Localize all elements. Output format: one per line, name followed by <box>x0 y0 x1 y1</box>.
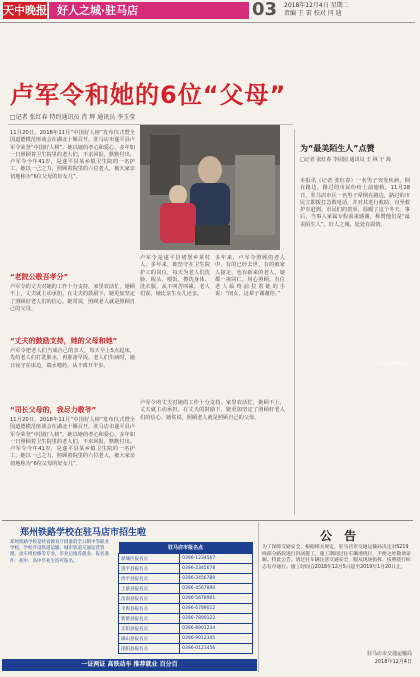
ad-table-row <box>119 614 253 624</box>
ad-body: 郑州铁路学校是经省教育厅批准的全日制中等职业学校，学校开设铁道运输、城市轨道交通运营管理、动车组检修等专业，毕业后推荐就业。报名条件：初中、高中毕业生均可报名。 <box>10 540 109 564</box>
subhead-3: “司长父母的，我尽力敬爷” <box>10 406 97 414</box>
ad-table-cell-name: 确山县报名点 <box>119 634 180 644</box>
ad-table-cell-phone: 0396-1234567 <box>180 554 253 564</box>
notice-sign: 驻马店市交通运输局 <box>366 651 412 657</box>
ad-table-cell-phone: 0396-6789012 <box>180 604 253 614</box>
newspaper-logo: 天中晚报 <box>3 4 47 17</box>
header-info <box>284 2 412 22</box>
ad-table-cell-name: 正阳县报名点 <box>119 624 180 634</box>
ad-table-cell-phone: 0396-5678901 <box>180 594 253 604</box>
article-body-7: 卢军令的丈夫对她的工作十分支持。家里农活忙，她顾不上，丈夫就主动承担。在丈夫的鼓励下，她更加坚定了照顾好老人们的信心。她常说，照顾老人就是照顾自己的父母。 <box>140 400 285 421</box>
ad-table-cell-name: 驿城区报名点 <box>119 554 180 564</box>
ad-table-cell-phone: 0396-2345678 <box>180 564 253 574</box>
article-body-6: 11月20日，2018年11月“中国好人榜”发布仪式暨全国道德模范座谈会在湖北十堰召开，驻马店市遂平县卢军令荣登“中国好人榜”。她以她的孝心和爱心，多年如一日照顾着卫生院里的老人们，不求回报，默默付出。卢军令今年41岁，是遂平县某乡镇卫生院的一名护工，她以一己之力，照顾着院里的六位老人，被大家亲切地称为“6位父母的好女儿”。 <box>10 417 135 467</box>
ad-table-cell-phone: 0396-8901234 <box>180 624 253 634</box>
section-title: 好人之城·驻马店 <box>49 2 249 19</box>
ad-table-row <box>119 604 253 614</box>
ad-table-cell-phone: 0396-3456789 <box>180 574 253 584</box>
ad-table-row <box>119 644 253 654</box>
notice-title: 公 告 <box>320 529 361 543</box>
article-body-1: 11月20日，2018年11月“中国好人榜”发布仪式暨全国道德模范座谈会在湖北十堰召开，驻马店市遂平县卢军令荣登“中国好人榜”。她以她的孝心和爱心，多年如一日照顾着卫生院里的老人们，不求回报，默默付出。卢军令今年41岁，是遂平县某乡镇卫生院的一名护工，她以一己之力，照顾着院里的六位老人，被大家亲切地称为“6位父母的好女儿”。 <box>10 130 135 180</box>
ad-footer: 一证两证 高铁动车 推荐就业 百分百 <box>2 659 257 671</box>
ad-table-cell-name: 遂平县报名点 <box>119 564 180 574</box>
ad-table-cell-phone: 0396-9012345 <box>180 634 253 644</box>
sidebar-body: 本报讯（记者 张红春）一名男子突发疾病，倒在路边，路过的市民纷纷上前施救。11月28日，驻马店市区一名男子晕倒在路边，路过的市民立即拨打急救电话，并对其进行救助，直至救护车赶到。市民们的善举，温暖了这个冬天。事后，当事人家属专程前来感谢，称赞他们是“最美陌生人”。好人之城，处处有温情。 <box>300 178 410 228</box>
ad-table-row <box>119 594 253 604</box>
photo-illustration <box>140 125 280 250</box>
photo-caption: 卢军令正在照料老人。 <box>370 362 415 367</box>
notice-date: 2018年12月4日 <box>374 659 412 665</box>
ad-table-cell-name: 泌阳县报名点 <box>119 644 180 654</box>
ad-table-row <box>119 574 253 584</box>
ad-table-cell-name: 新蔡县报名点 <box>119 614 180 624</box>
ad-table-row <box>119 634 253 644</box>
ad-table-cell-name: 上蔡县报名点 <box>119 584 180 594</box>
ad-table-row <box>119 554 253 564</box>
ad-table-cell-name: 汝南县报名点 <box>119 594 180 604</box>
masthead <box>0 0 415 22</box>
ad-table-row <box>119 584 253 594</box>
bottom-divider <box>2 520 413 521</box>
sidebar-byline: □记者 张红春 李园园 通讯员 王 林 于 海 <box>300 157 391 163</box>
notice-body: 为了保障交通安全，根据相关规定，驻马店市交通运输局决定对S219线部分路段进行封闭施工，施工期间过往车辆请绕行，不便之处敬请谅解。特此公告。请过往车辆注意交通安全，服从现场指挥，按照绕行标志有序通行。施工时间自2018年12月5日起至2019年1月20日止。 <box>262 545 411 570</box>
article-body-3: 卢军令的丈夫对她的工作十分支持。家里农活忙，她顾不上，丈夫就主动承担。在丈夫的鼓励下，她更加坚定了照顾好老人们的信心。她常说，照顾老人就是照顾自己的父母。 <box>10 284 135 312</box>
subhead-1: “老院公敬吾孝分” <box>10 273 69 281</box>
article-body-5: 多年来，卢军令照顾的老人中，有的已经去世，有的被家人接走，也有新来的老人，她都一视同仁，用心照顾。有位老人临终前拉着她的手说：“闺女，这辈子谢谢你。” <box>215 255 285 298</box>
ad-table-header: 驻马店市报名点 <box>119 542 253 554</box>
ad-table-cell-phone: 0396-7890123 <box>180 614 253 624</box>
subhead-2: “丈夫的鼓励支持，她的父母和她” <box>10 337 118 345</box>
date-line: 2018年12月4日 星期二 <box>284 2 349 9</box>
sidebar-divider <box>294 130 295 515</box>
ad-table-cell-phone: 0396-4567890 <box>180 584 253 594</box>
page-number: 03 <box>252 0 278 20</box>
editor-line: 责编 王 雷 校对 闫 迪 <box>284 10 342 17</box>
ad-table-row <box>119 564 253 574</box>
ad-table-cell-name: 西平县报名点 <box>119 574 180 584</box>
ad-table-row <box>119 624 253 634</box>
header-divider <box>0 22 415 23</box>
article-body-4: 卢军令把老人们当成自己的亲人，每天早上5点起床，先给老人们打洗脸水，再准备早饭。老人们生病时，她日夜守在床边，端水喂药，从不离开半步。 <box>10 348 135 369</box>
article-byline: □记者 张红春 特约通讯员 肖 辉 通讯员 李玉莹 <box>10 114 136 121</box>
ad-table-cell-phone: 0396-0123456 <box>180 644 253 654</box>
ad-table <box>118 542 253 654</box>
article-body-2: 卢军令是遂平县褚堡乡某村人，多年来，她坚守在卫生院护工的岗位，每天为老人们洗脸、梳头、喂饭、擦洗身体、洗衣服，从不叫苦叫累。老人们说，她比亲生女儿还亲。 <box>140 255 210 298</box>
article-headline: 卢军令和她的6位“父母” <box>10 81 287 109</box>
ad-title: 郑州铁路学校在驻马店市招生啦 <box>20 528 147 538</box>
sidebar-title: 为“最美陌生人”点赞 <box>300 144 375 153</box>
ad-divider <box>258 522 259 672</box>
ad-table-cell-name: 平舆县报名点 <box>119 604 180 614</box>
